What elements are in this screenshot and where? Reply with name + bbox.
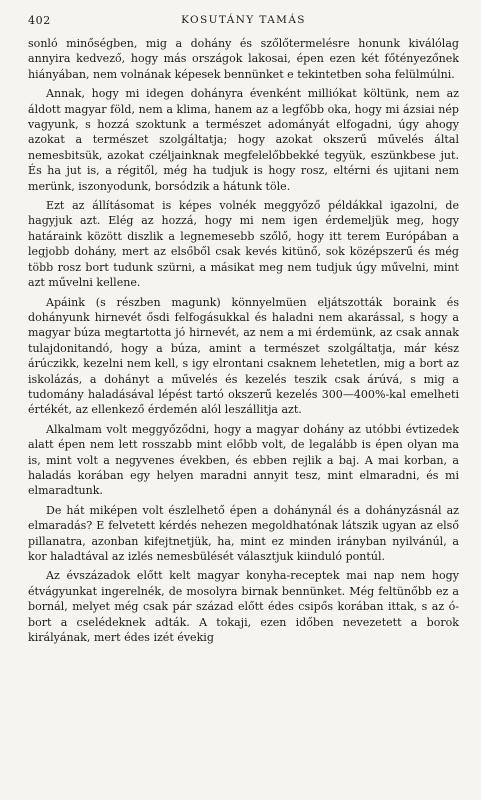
- body-text: [28, 36, 459, 645]
- running-title: KOSUTÁNY TAMÁS: [181, 14, 306, 26]
- paragraph: Alkalmam volt meggyőződni, hogy a magyar dohány az utóbbi évtizedek alatt épen nem lett rosszabb mint előbb volt, de legalább is épen olyan ma is, mint volt a negyvenes években, és ebben rejlik a baj. A mai korban, a haladás korában egy helyen maradni annyit tesz, mint elmaradni, és mi elmaradtunk.: [28, 422, 459, 498]
- page-number: 402: [28, 14, 51, 27]
- paragraph-continued: sonló minőségben, mig a dohány és szőlőtermelésre honunk kiválólag annyira kedvező, hogy más országok lakosai, épen ezen két főtényezőnek hiányában, nem volnának képesek bennünket e tekintetben soha felülmúlni.: [28, 37, 459, 81]
- running-head: [28, 12, 459, 30]
- paragraph: De hát miképen volt észlelhető épen a dohánynál és a dohányzásnál az elmaradás? E felvetett kérdés nehezen megoldhatónak látszik ugyan az első pillanatra, azonban kifejtnetjük, ha, mint ez minden irányban nyilvánúl, a kor haladtával az izlés nemesbülését választjuk kiinduló pontúl.: [28, 503, 459, 563]
- paragraph: Ezt az állításomat is képes volnék meggyőző példákkal igazolni, de hagyjuk azt. Elég az hozzá, hogy mi nem igen érdemeljük meg, hogy határaink között diszlik a legnemesebb szőlő, hogy itt terem Európában a legjobb dohány, mert az elsőből csak kevés kitünő, sok középszerű és még több rosz bort tudunk szürni, a másikat meg nem tudjuk úgy művelni, mint azt művelni kellene.: [28, 199, 459, 290]
- paragraph: Apáink (s részben magunk) könnyelmüen eljátszották boraink és dohányunk hirnevét ősdi felfogásukkal és haladni nem akarással, s hogy a magyar búza megtartotta jó hirnevét, az nem a mi érdemünk, az csak annak tulajdonitandó, hogy a búza, amint a természet szolgáltatja, már kész árúczikk, kezelni nem kell, s igy elrontani csaknem lehetetlen, mig a bort az iskolázás, a dohányt a művelés és kezelés teszik csak árúvá, s mig a tudomány haladásával lépést tartó okszerű kezelés 300—400%-kal emelheti értékét, az ellenkező érdemén alól leszállitja azt.: [28, 295, 459, 417]
- paragraph: Annak, hogy mi idegen dohányra évenként milliókat költünk, nem az áldott magyar föld, nem a klima, hanem az a legfőbb oka, hogy mi ázsiai nép vagyunk, s hozzá szoktunk a természet adományát elfogadni, úgy ahogy azokat a természet szolgáltatja; hogy azokat okszerű művelés által nemesbitsük, azokat czéljainknak megfelelőbbekké tegyük, eszünkbese jut. És ha jut is, a régitől, még ha tudjuk is hogy rosz, eltérni és ujitani nem merünk, iszonyodunk, borsódzik a hátunk töle.: [28, 87, 459, 193]
- paragraph: Az évszázadok előtt kelt magyar konyha-receptek mai nap nem hogy étvágyunkat ingerelnék, de mosolyra birnak bennünket. Még feltünőbb ez a bornál, melyet még csak pár század előtt édes csipős korában ittak, s az ó-bort a cselédeknek adták. A tokaji, ezen időben nevezetett a borok királyának, mert édes izét évekig: [28, 569, 459, 645]
